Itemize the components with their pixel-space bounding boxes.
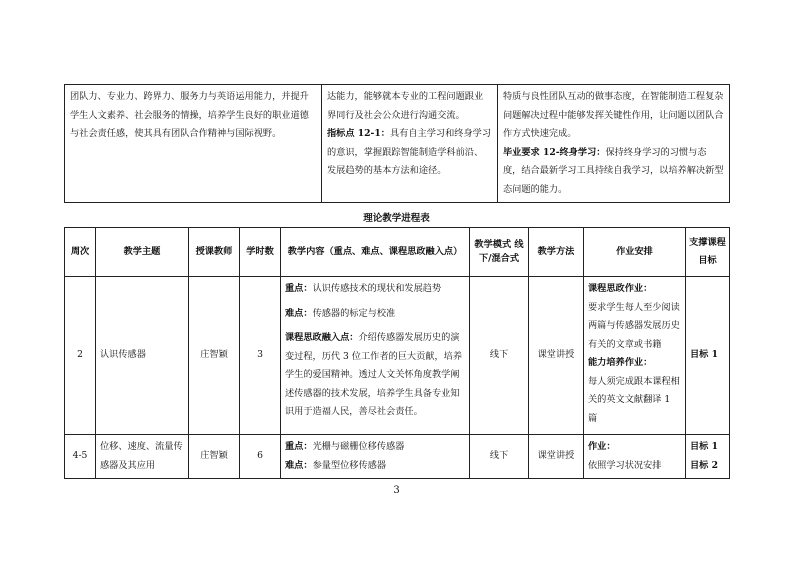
assignment-text-1: 依照学习状况安排: [588, 459, 662, 471]
goal-cell: [686, 435, 730, 479]
teaching-progress-table: [64, 227, 730, 479]
teacher-cell: 庄智颖: [189, 277, 240, 435]
outcomes-cell-3: [498, 85, 730, 203]
difficulty-point: [285, 305, 465, 324]
goal-cell: 目标 1: [686, 277, 730, 435]
assignment-text-1: 要求学生每人至少阅读两篇与传感器发展历史有关的文章或书籍: [588, 301, 680, 350]
header-content: 教学内容（重点、难点、课程思政融入点）: [281, 228, 470, 277]
ideology-point: [285, 329, 465, 422]
ideology-text: 介绍传感器发展历史的演变过程，历代 3 位工作者的巨大贡献，培养学生的爱国精神。透过人文关怀角度教学阐述传感器的技术发展，培养学生具备专业知识用于造福人民，善尽社会责任。: [285, 332, 463, 417]
ideology-label: 课程思政融入点：: [285, 332, 359, 343]
hours-cell: 6: [240, 435, 281, 479]
outcomes-row: [65, 85, 730, 203]
key-label: 重点：: [285, 283, 313, 294]
progress-table-title: 理论教学进程表: [363, 213, 430, 224]
header-week: 周次: [65, 228, 96, 277]
assignment-cell: [584, 435, 686, 479]
teacher-cell: 庄智颖: [189, 435, 240, 479]
header-assignment: 作业安排: [584, 228, 686, 277]
assignment-text-2: 每人须完成跟本课程相关的英文文献翻译 1 篇: [588, 375, 680, 424]
indicator-label: 指标点 12-1：: [327, 128, 390, 139]
header-method: 教学方法: [529, 228, 584, 277]
header-row: [65, 228, 730, 277]
difficulty-label: 难点：: [285, 459, 313, 471]
outcomes-table: [64, 84, 730, 203]
header-theme: 教学主题: [96, 228, 189, 277]
key-point: [285, 280, 465, 299]
table-row: [65, 435, 730, 479]
difficulty-text: 参量型位移传感器: [312, 459, 387, 471]
indicator-text-1: 达能力，能够就本专业的工程问题跟业界同行及社会公众进行沟通交流。: [327, 91, 484, 121]
key-text: 认识传感技术的现状和发展趋势: [312, 283, 442, 294]
assignment-label-1: 作业：: [588, 441, 616, 452]
header-hours: 学时数: [240, 228, 281, 277]
key-text: 光栅与磁栅位移传感器: [312, 441, 405, 452]
week-cell: 4-5: [65, 435, 96, 479]
mode-cell: 线下: [470, 277, 529, 435]
week-cell: 2: [65, 277, 96, 435]
requirement-12: [503, 144, 724, 200]
requirement-text-1: 特质与良性团队互动的做事态度，在智能制造工程复杂问题解决过程中能够发挥关键性作用，让问题以团队合作方式快速完成。: [503, 91, 724, 139]
assignment-label-1: 课程思政作业：: [588, 283, 653, 294]
page-number: 3: [393, 485, 400, 496]
content-cell: [281, 435, 470, 479]
requirement-label: 毕业要求 12-终身学习：: [503, 146, 606, 158]
difficulty-text: 传感器的标定与校准: [312, 307, 396, 319]
assignment-label-2: 能力培养作业：: [588, 357, 653, 368]
key-label: 重点：: [285, 441, 313, 452]
assignment-cell: [584, 277, 686, 435]
outcomes-cell-1: 团队力、专业力、跨界力、服务力与英语运用能力，并提升学生人文素养、社会服务的情操，培养学生良好的职业道德与社会责任感，使其具有团队合作精神与国际视野。: [65, 85, 322, 203]
mode-cell: 线下: [470, 435, 529, 479]
theme-cell: 认识传感器: [96, 277, 189, 435]
requirement-text-2: 保持终身学习的习惯与态度，结合最新学习工具持续自我学习，以培养解决新型态问题的能力。: [503, 146, 724, 195]
indicator-text-2: 具有自主学习和终身学习的意识，掌握跟踪智能制造学科前沿、发展趋势的基本方法和途径。: [327, 128, 492, 176]
method-cell: 课堂讲授: [529, 435, 584, 479]
content-cell: [281, 277, 470, 435]
difficulty-label: 难点：: [285, 307, 313, 319]
table-row: [65, 277, 730, 435]
hours-cell: 3: [240, 277, 281, 435]
key-point: [285, 438, 465, 457]
header-mode: 教学模式 线下/混合式: [470, 228, 529, 277]
header-teacher: 授课教师: [189, 228, 240, 277]
theme-cell: 位移、速度、流量传感器及其应用: [96, 435, 189, 479]
header-goal: 支撑课程目标: [686, 228, 730, 277]
indicator-12-1: [327, 125, 492, 181]
outcomes-cell-2: [322, 85, 498, 203]
goal-1: 目标 1: [690, 441, 718, 452]
difficulty-point: [285, 457, 465, 476]
goal-2: 目标 2: [690, 459, 718, 471]
method-cell: 课堂讲授: [529, 277, 584, 435]
